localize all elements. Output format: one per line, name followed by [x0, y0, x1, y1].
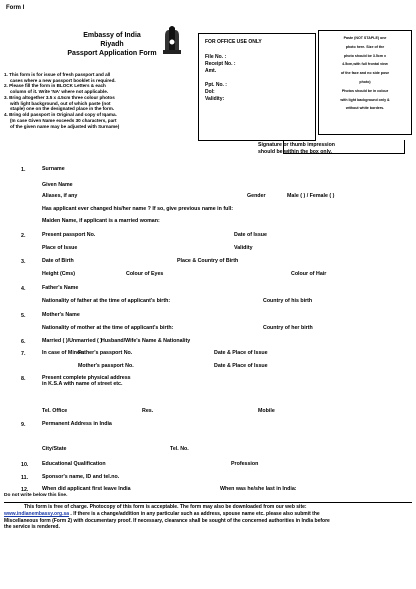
field-label: Educational Qualification: [42, 461, 106, 467]
photo-instruction: without white borders.: [345, 106, 385, 111]
title-line: Embassy of India: [83, 32, 141, 39]
field-label: When did applicant first leave India: [42, 486, 131, 492]
field-input[interactable]: [260, 415, 264, 416]
field-label: Date & Place of Issue: [214, 350, 268, 356]
footer-line-rest: . If there is a change/addition in any particular such as address, spouse name etc. please also submit the: [69, 510, 320, 517]
field-input[interactable]: [216, 370, 220, 371]
field-input[interactable]: [44, 388, 48, 389]
field-input[interactable]: [44, 225, 48, 226]
field-label: Father's Name: [42, 285, 79, 291]
field-input[interactable]: [44, 265, 48, 266]
item-number: 11.: [21, 475, 29, 481]
instruction-line: 2. Please fill the form in BLOCK Letters & each: [4, 83, 106, 89]
field-label: Nationality of father at the time of applicant's birth:: [42, 298, 171, 304]
signature-line: should be within the box only.: [258, 149, 332, 155]
item-number: 3.: [21, 259, 26, 265]
field-label: Country of his birth: [263, 298, 313, 304]
item-number: 12.: [21, 487, 29, 493]
photo-instruction: 4.5cm,with full frontal view: [342, 62, 388, 67]
field-label: Colour of Hair: [291, 271, 327, 277]
item-number: 4.: [21, 286, 26, 292]
photo-instruction: photo): [359, 79, 371, 84]
instruction-line: (In case Given Name exceeds 30 characters, part: [10, 117, 117, 123]
field-input[interactable]: [44, 292, 48, 293]
field-label: Husband/Wife's Name & Nationality: [101, 338, 191, 344]
field-input[interactable]: [293, 278, 297, 279]
field-input[interactable]: [44, 468, 48, 469]
office-field: Amt.: [205, 68, 217, 74]
field-label: Sponsor's name, ID and tel.no.: [42, 474, 120, 480]
office-field: Ppt. No. :: [205, 82, 227, 88]
field-input[interactable]: [216, 357, 220, 358]
office-field: DoI:: [205, 89, 215, 95]
photo-instruction: Photos should be in colour: [341, 88, 389, 93]
field-label: Mobile: [258, 408, 275, 414]
field-label: Gender: [247, 193, 266, 199]
do-not-write-note: Do not write below this line.: [4, 493, 68, 498]
instruction-line: cases where a new passport booklet is required.: [10, 77, 116, 83]
item-number: 10.: [21, 462, 29, 468]
instruction-line: of the given name may be adjusted with Surname): [10, 123, 120, 129]
photo-instruction: with light background only &: [340, 97, 390, 102]
field-input[interactable]: [44, 428, 48, 429]
title-line: Riyadh: [100, 40, 124, 48]
field-input[interactable]: [265, 332, 269, 333]
field-label: Place of Issue: [42, 245, 78, 251]
field-input[interactable]: [236, 252, 240, 253]
photo-instruction: of the face and no side pose: [340, 71, 390, 76]
website-link[interactable]: www.indianembassy.org.sa: [4, 510, 70, 517]
field-input[interactable]: [80, 357, 84, 358]
divider: [4, 502, 412, 503]
title-line: Passport Application Form: [67, 49, 157, 57]
field-label: Aliases, if any: [42, 193, 78, 199]
field-label: Validity: [234, 245, 253, 251]
field-label: Given Name: [42, 182, 73, 188]
field-input[interactable]: [44, 200, 48, 201]
field-label: Date of Issue: [234, 232, 267, 238]
field-label: Maiden Name, if applicant is a married woman:: [42, 218, 160, 224]
field-input[interactable]: [44, 213, 48, 214]
field-input[interactable]: [103, 345, 107, 346]
field-label: Place & Country of Birth: [177, 258, 239, 264]
field-label: Permanent Address in India: [42, 421, 112, 427]
office-use-title: FOR OFFICE USE ONLY: [205, 39, 262, 45]
field-label: Mother's passport No.: [78, 363, 134, 369]
field-label: Married ( )/Unmarried ( ): [42, 338, 103, 344]
footer-line: This form is free of charge. Photocopy of this form is acceptable. The form may also be downloaded from our web site:: [24, 504, 307, 510]
instruction-line: 1. This form is for issue of fresh passport and all: [4, 72, 111, 77]
field-label: Tel. No.: [170, 446, 189, 452]
form-label: Form I: [6, 5, 25, 11]
item-number: 2.: [21, 233, 26, 239]
footer-line: Miscellaneous form (Form 2) with documentary proof. If necessary, clearance shall be sought of the concerned authorities in India before: [4, 517, 330, 524]
field-label: In case of Minor:: [42, 350, 85, 356]
field-input[interactable]: [44, 415, 48, 416]
field-input[interactable]: [80, 370, 84, 371]
field-label: Male ( ) / Female ( ): [287, 193, 335, 199]
field-label: Mother's Name: [42, 312, 80, 318]
office-field: Receipt No. :: [205, 61, 236, 67]
field-input[interactable]: [233, 468, 237, 469]
field-label: Father's passport No.: [78, 350, 133, 356]
item-number: 9.: [21, 422, 26, 428]
item-number: 7.: [21, 351, 26, 357]
field-label: Present complete physical address: [42, 375, 131, 381]
field-label: Date & Place of Issue: [214, 363, 268, 369]
field-label: Nationality of mother at the time of applicant's birth:: [42, 325, 174, 331]
field-input[interactable]: [44, 173, 48, 174]
field-input[interactable]: [44, 252, 48, 253]
field-label: Date of Birth: [42, 258, 74, 264]
item-number: 6.: [21, 339, 26, 345]
field-input[interactable]: [44, 481, 48, 482]
field-label: City/State: [42, 446, 67, 452]
photo-instruction: Paste (NOT STAPLE) one: [343, 36, 387, 40]
instruction-line: with light background, out of which paste (not: [10, 100, 111, 106]
field-label: Has applicant ever changed his/her name ? If so, give previous name in full:: [42, 206, 234, 212]
footer-line: the service is rendered.: [4, 524, 60, 531]
field-input[interactable]: [44, 345, 48, 346]
field-input[interactable]: [128, 278, 132, 279]
field-label: Height (Cms): [42, 271, 75, 277]
field-input[interactable]: [249, 200, 253, 201]
field-label: Country of her birth: [263, 325, 313, 331]
field-input[interactable]: [222, 493, 226, 494]
field-input[interactable]: [265, 305, 269, 306]
field-input[interactable]: [172, 453, 176, 454]
footer-line: [4, 511, 412, 518]
instruction-line: 4. Bring old passport in Original and copy of Iqama.: [4, 112, 117, 118]
field-input[interactable]: [44, 305, 48, 306]
office-field: Validity:: [205, 96, 225, 102]
field-label: Surname: [42, 166, 65, 172]
field-input[interactable]: [44, 239, 48, 240]
item-number: 8.: [21, 376, 26, 382]
field-input[interactable]: [44, 357, 48, 358]
photo-instruction: photo here. Size of the: [345, 44, 385, 49]
field-input[interactable]: [44, 453, 48, 454]
instruction-line: 3. Bring altogether 3.5 x 4.5cm three colour photos: [4, 94, 115, 100]
field-input[interactable]: [144, 415, 148, 416]
field-label: Present passport No.: [42, 232, 96, 238]
field-label: in K.S.A with name of street etc.: [42, 381, 123, 387]
office-field: File No. :: [205, 54, 227, 60]
field-input[interactable]: [289, 200, 293, 201]
item-number: 5.: [21, 313, 26, 319]
field-input[interactable]: [44, 278, 48, 279]
field-label: Profession: [231, 461, 259, 467]
footer-note: [4, 504, 412, 531]
signature-line: Signature or thumb impression: [258, 142, 335, 148]
photo-instruction: photo should be 3.5cm x: [343, 53, 387, 58]
field-label: Colour of Eyes: [126, 271, 164, 277]
field-label: When was he/she last in India:: [220, 486, 297, 492]
instruction-line: column of it. Write 'NA' where not applicable.: [10, 89, 109, 95]
field-input[interactable]: [44, 319, 48, 320]
field-label: Res.: [142, 408, 154, 414]
field-input[interactable]: [44, 189, 48, 190]
item-number: 1.: [21, 167, 26, 173]
field-label: Tel. Office: [42, 408, 68, 414]
field-input[interactable]: [44, 332, 48, 333]
instruction-line: staple) one on the designated place in the form.: [10, 106, 115, 112]
field-input[interactable]: [236, 239, 240, 240]
field-input[interactable]: [179, 265, 183, 266]
